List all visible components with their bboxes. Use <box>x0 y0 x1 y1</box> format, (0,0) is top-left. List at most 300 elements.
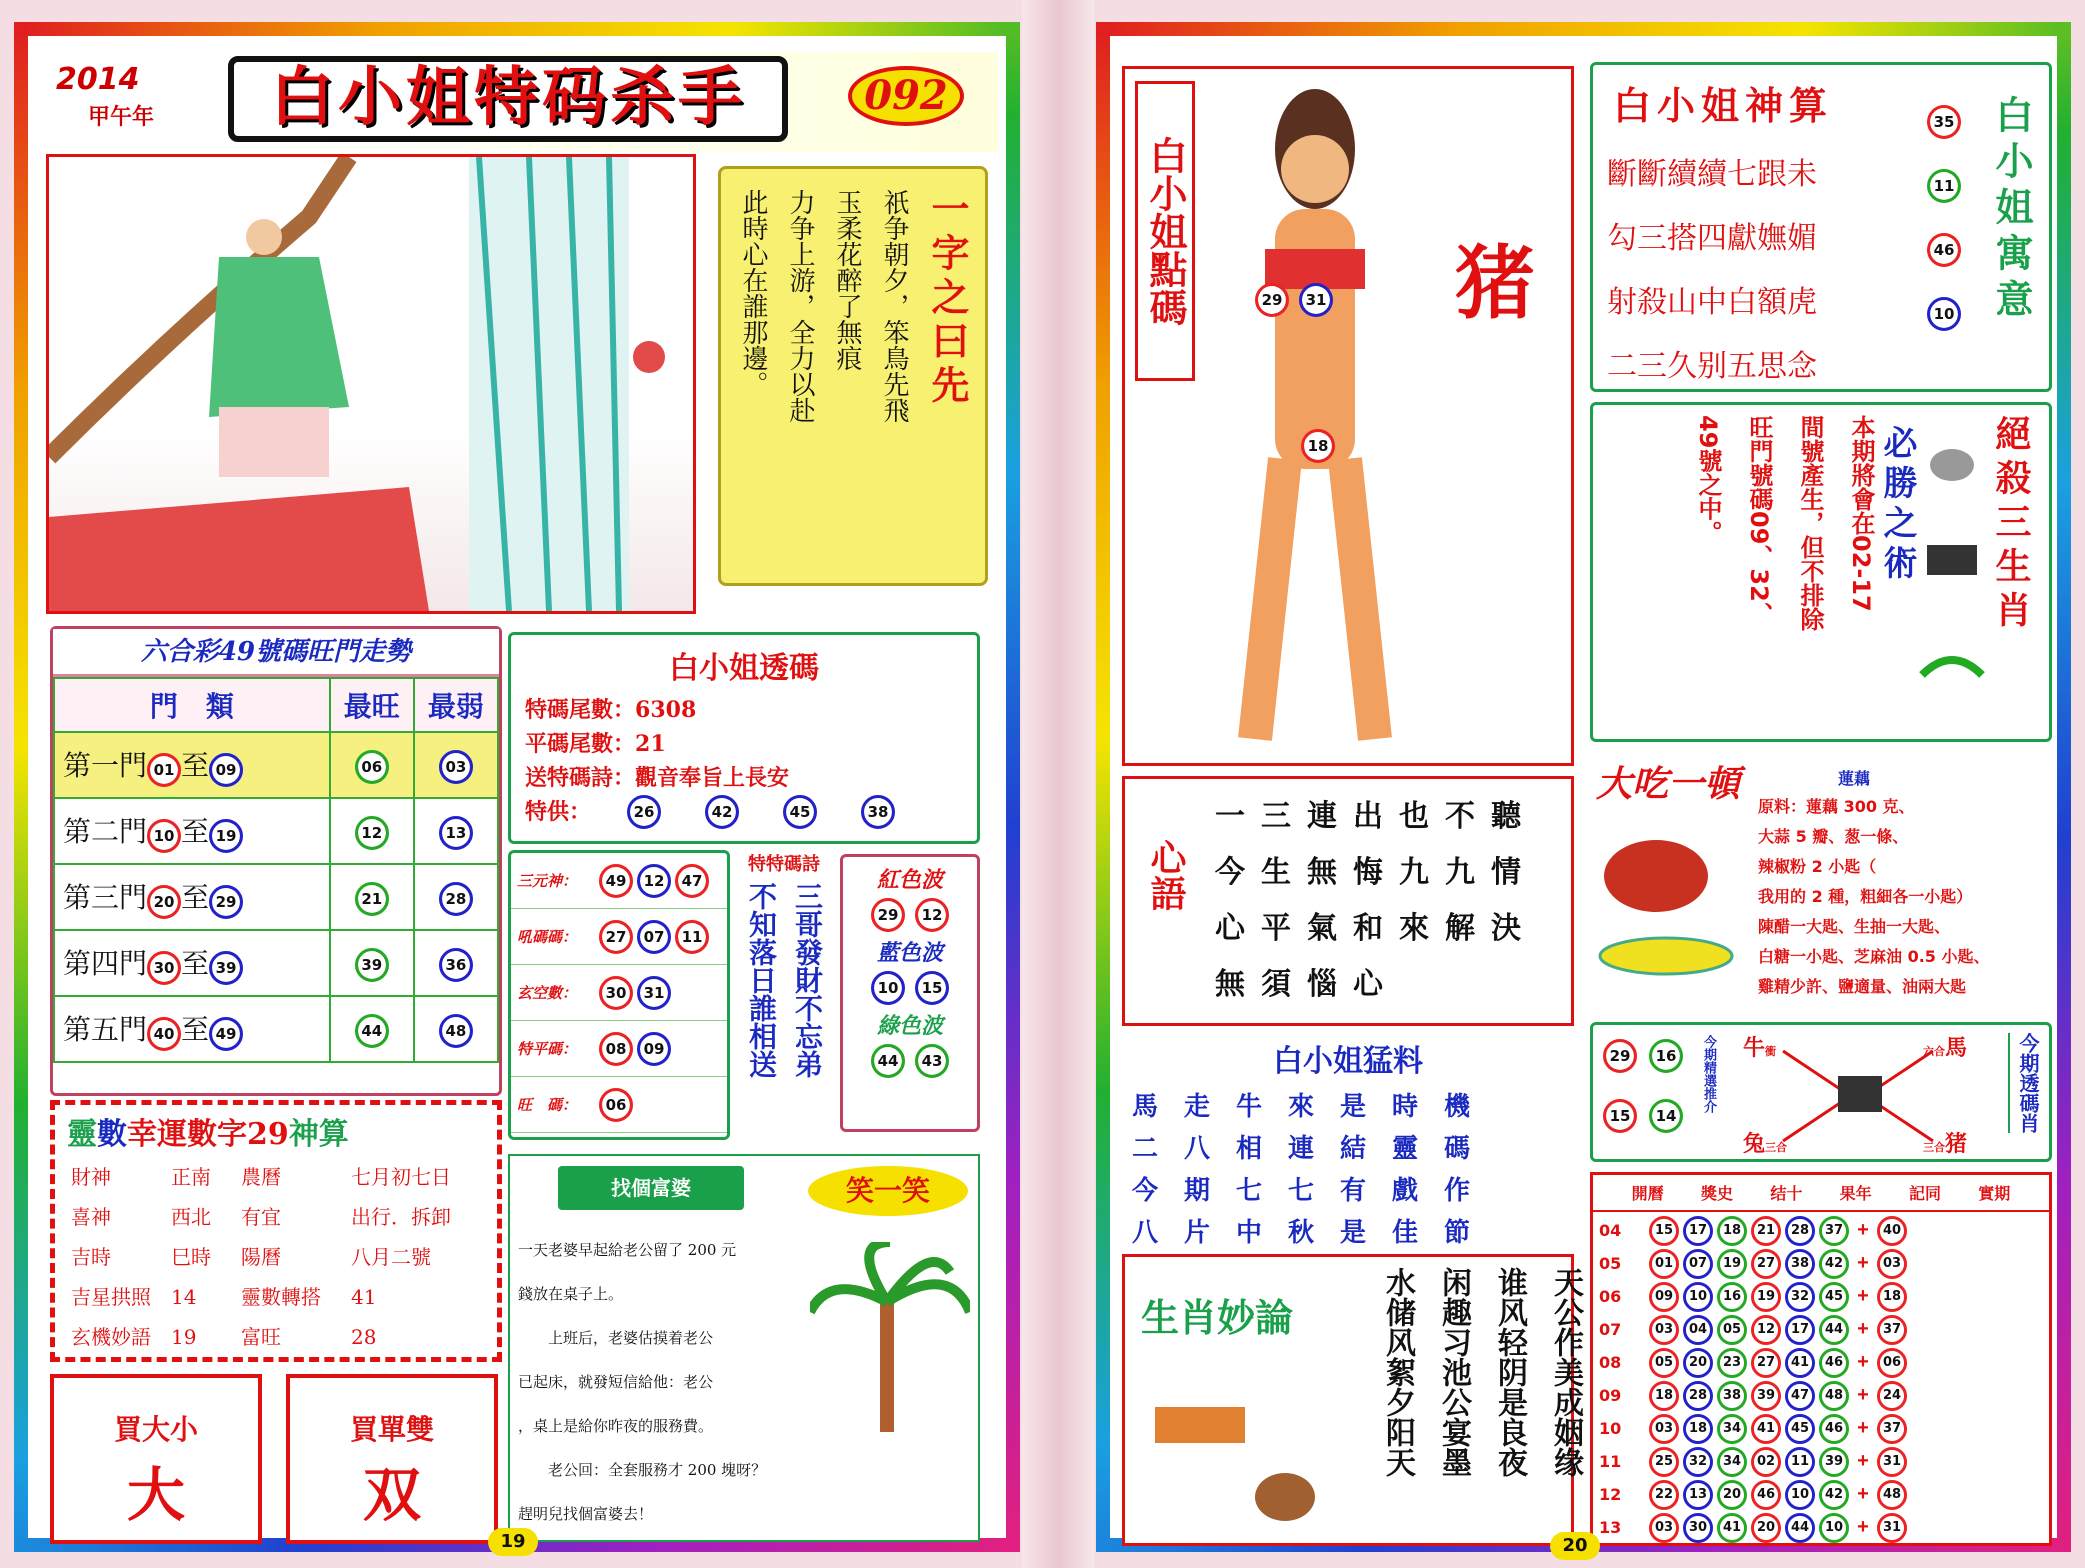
tou-ma-panel <box>508 632 980 844</box>
number-ball: 39 <box>209 951 243 985</box>
recipe-line: 原料：蓮藕 300 克、 <box>1758 797 1915 816</box>
lucky-cell: 有宜 <box>241 1205 281 1229</box>
poem-title: 一字之曰先 <box>925 189 970 409</box>
tete-line: 不知落日誰相送 <box>745 882 778 1078</box>
number-ball: 11 <box>1927 169 1961 203</box>
number-ball: 28 <box>1683 1381 1713 1411</box>
lucky-row <box>71 1237 481 1277</box>
poem-line: 祇争朝夕，笨鳥先飛 <box>879 189 909 423</box>
door-name: 第二門 <box>63 814 148 848</box>
hist-period: 10 <box>1599 1419 1622 1438</box>
recipe-line: 雞精少許、鹽適量、油兩大匙 <box>1758 977 1967 996</box>
poem-line: 力争上游，全力以赴 <box>785 189 815 423</box>
dachi-panel <box>1590 756 2052 1018</box>
number-ball: 29 <box>1255 283 1289 317</box>
door-best <box>330 732 414 798</box>
door-cell <box>54 996 330 1062</box>
number-ball: 45 <box>1819 1282 1849 1312</box>
dragon-icon <box>1922 660 1982 675</box>
hist-period: 05 <box>1599 1254 1622 1273</box>
year-label: 2014 <box>56 62 140 97</box>
door-worst <box>414 798 498 864</box>
number-ball: 06 <box>1877 1348 1907 1378</box>
left-page <box>14 22 1020 1552</box>
number-ball: 36 <box>439 948 473 982</box>
zodiac-tu: 兔三合 <box>1743 1131 1788 1157</box>
bisheng-line: 旺門號碼09、32、 <box>1745 415 1773 626</box>
number-ball: 32 <box>1683 1447 1713 1477</box>
plus-sign: + <box>1857 1252 1869 1274</box>
door-sep: 至 <box>181 814 210 848</box>
side-numbers-panel <box>508 850 730 1140</box>
bisheng-line: 間號產生，但不排除 <box>1796 415 1824 631</box>
buy-size-box <box>50 1374 262 1544</box>
hist-header: 果年 <box>1839 1184 1872 1203</box>
tou-line: 送特碼詩：觀音奉旨上長安 <box>525 765 790 791</box>
zodiac-niu: 牛衝 <box>1743 1035 1777 1061</box>
number-ball: 39 <box>355 948 389 982</box>
number-ball: 05 <box>1717 1315 1747 1345</box>
buy-odd-value: 双 <box>362 1461 421 1529</box>
number-ball: 44 <box>1785 1513 1815 1543</box>
hist-header: 開曆 <box>1631 1184 1664 1203</box>
lucky-title: 靈數幸運數字29神算 <box>67 1117 349 1152</box>
number-ball: 42 <box>705 795 739 829</box>
hist-header: 記同 <box>1908 1184 1941 1203</box>
number-ball: 35 <box>1927 105 1961 139</box>
number-ball: 20 <box>1751 1513 1781 1543</box>
number-ball: 42 <box>1819 1480 1849 1510</box>
wave-panel <box>840 854 980 1132</box>
door-best <box>330 864 414 930</box>
side-row <box>511 909 727 965</box>
hist-row <box>1599 1247 2043 1280</box>
door-name: 第五門 <box>63 1012 148 1046</box>
shengxiao-line: 天公作美成姻缘 <box>1548 1267 1583 1477</box>
lucky-cell: 出行．拆卸 <box>351 1205 451 1229</box>
mengliao-row: 二八相連結靈碼 <box>1132 1134 1497 1164</box>
plus-sign: + <box>1857 1417 1869 1439</box>
tou-line: 特碼尾數：6308 <box>525 697 697 723</box>
page-number: 19 <box>488 1528 538 1556</box>
number-ball: 09 <box>637 1032 671 1066</box>
hist-period: 06 <box>1599 1287 1622 1306</box>
lucky-cell: 14 <box>171 1285 197 1309</box>
number-ball: 41 <box>1751 1414 1781 1444</box>
door-trend-panel <box>50 626 502 1096</box>
plus-sign: + <box>1857 1516 1869 1538</box>
number-ball: 21 <box>1751 1216 1781 1246</box>
shensuan-line: 斷斷續續七跟未 <box>1607 157 1817 192</box>
story-panel <box>508 1154 980 1542</box>
door-row <box>54 930 498 996</box>
hist-period: 13 <box>1599 1518 1622 1537</box>
door-best <box>330 798 414 864</box>
door-cell <box>54 798 330 864</box>
number-ball: 18 <box>1877 1282 1907 1312</box>
col-header: 門 類 <box>54 678 330 732</box>
side-row <box>511 1077 727 1133</box>
lucky-cell: 喜神 <box>71 1205 111 1229</box>
plus-sign: + <box>1857 1384 1869 1406</box>
door-worst <box>414 732 498 798</box>
recipe-line: 我用的 2 種，粗細各一小匙） <box>1758 887 1973 906</box>
door-row <box>54 798 498 864</box>
number-ball: 26 <box>627 795 661 829</box>
number-ball: 12 <box>637 864 671 898</box>
hist-row <box>1599 1313 2043 1346</box>
hist-row <box>1599 1511 2043 1544</box>
tete-poem-panel <box>734 850 834 1140</box>
number-ball: 18 <box>1649 1381 1679 1411</box>
number-ball: 31 <box>637 976 671 1010</box>
poem-lines <box>735 189 913 549</box>
plus-sign: + <box>1857 1450 1869 1472</box>
number-ball: 15 <box>1603 1099 1637 1133</box>
number-ball: 34 <box>1717 1414 1747 1444</box>
story-title: 找個富婆 <box>558 1166 744 1210</box>
number-ball: 38 <box>1717 1381 1747 1411</box>
lucky-row <box>71 1317 481 1357</box>
recipe-text <box>1758 792 1990 1002</box>
book-spine <box>1022 0 1094 1568</box>
plus-sign: + <box>1857 1318 1869 1340</box>
bisheng-title: 必勝之術 <box>1877 425 1917 585</box>
goat-icon <box>1838 1076 1882 1112</box>
door-name: 第四門 <box>63 946 148 980</box>
model-photo <box>1205 79 1425 769</box>
number-ball: 46 <box>1819 1414 1849 1444</box>
number-ball: 06 <box>355 750 389 784</box>
number-ball: 19 <box>209 819 243 853</box>
lucky-row <box>71 1277 481 1317</box>
page-number: 20 <box>1550 1532 1600 1560</box>
number-ball: 10 <box>1819 1513 1849 1543</box>
mengliao-row: 八片中秋是佳節 <box>1132 1218 1497 1248</box>
shengxiao-line: 谁风轻阴是良夜 <box>1492 1267 1527 1477</box>
number-ball: 31 <box>1877 1447 1907 1477</box>
main-title: 白小姐特码杀手 <box>228 56 788 142</box>
story-line: 上班后，老婆估摸着老公 <box>518 1329 714 1347</box>
bisheng-line: 本期將會在02-17 <box>1847 415 1875 612</box>
number-ball: 37 <box>1877 1414 1907 1444</box>
shensuan-line: 勾三搭四獻嫵媚 <box>1607 221 1817 256</box>
number-ball: 44 <box>355 1014 389 1048</box>
wave-blue-label: 藍色波 <box>876 940 943 966</box>
plus-sign: + <box>1857 1285 1869 1307</box>
number-ball: 41 <box>1717 1513 1747 1543</box>
lucky-cell: 西北 <box>171 1205 211 1229</box>
number-ball: 13 <box>1683 1480 1713 1510</box>
number-ball: 38 <box>861 795 895 829</box>
lucky-cell: 19 <box>171 1325 197 1349</box>
shengxiao-title: 生肖妙論 <box>1141 1295 1294 1340</box>
lucky-cell: 吉星拱照 <box>71 1285 151 1309</box>
lucky-row <box>71 1197 481 1237</box>
hist-period: 08 <box>1599 1353 1622 1372</box>
dian-ma-panel <box>1122 66 1574 766</box>
lucky-cell: 正南 <box>171 1165 211 1189</box>
number-ball: 09 <box>209 753 243 787</box>
door-row <box>54 996 498 1062</box>
shengxiao-line: 水储风絮夕阳天 <box>1380 1267 1415 1477</box>
number-ball: 22 <box>1649 1480 1679 1510</box>
number-ball: 48 <box>439 1014 473 1048</box>
number-ball: 10 <box>1785 1480 1815 1510</box>
door-sep: 至 <box>181 946 210 980</box>
door-name: 第一門 <box>63 748 148 782</box>
shensuan-panel <box>1590 62 2052 392</box>
lucky-cell: 41 <box>351 1285 377 1309</box>
door-name: 第三門 <box>63 880 148 914</box>
issue-badge: 092 <box>848 66 964 126</box>
xinyu-lines <box>1215 789 1537 1013</box>
tou-line: 平碼尾數：21 <box>525 731 666 757</box>
door-cell <box>54 930 330 996</box>
number-ball: 16 <box>1717 1282 1747 1312</box>
lucky-panel <box>50 1100 502 1362</box>
story-line: 已起床，就發短信給他：老公 <box>518 1373 714 1391</box>
tegong-line: 特供： 26 42 45 38 <box>525 795 963 829</box>
number-ball: 49 <box>599 864 633 898</box>
monkey-icon <box>1255 1473 1315 1521</box>
xinyu-label: 心語 <box>1145 839 1187 911</box>
number-ball: 01 <box>1649 1249 1679 1279</box>
door-best <box>330 930 414 996</box>
history-headers <box>1593 1175 2049 1212</box>
shensuan-title: 白小姐神算 <box>1613 83 1834 128</box>
number-ball: 09 <box>1649 1282 1679 1312</box>
dachi-dish: 蓮藕 <box>1838 769 1871 788</box>
col-header: 最弱 <box>414 678 498 732</box>
door-worst <box>414 996 498 1062</box>
tui-label: 今期精選推介 <box>1701 1035 1716 1113</box>
side-row <box>511 965 727 1021</box>
mengliao-row: 馬走牛來是時機 <box>1132 1092 1497 1122</box>
number-ball: 19 <box>1717 1249 1747 1279</box>
number-ball: 07 <box>637 920 671 954</box>
tiger-icon <box>1155 1407 1245 1443</box>
buy-size-value: 大 <box>126 1461 185 1529</box>
number-ball: 17 <box>1785 1315 1815 1345</box>
number-ball: 20 <box>1683 1348 1713 1378</box>
number-ball: 27 <box>1751 1249 1781 1279</box>
number-ball: 13 <box>439 816 473 850</box>
story-line: 一天老婆早起給老公留了 200 元 <box>518 1241 737 1259</box>
xinyu-line: 一三連出也不聽 <box>1215 799 1537 834</box>
lucky-cell: 靈數轉搭 <box>241 1285 321 1309</box>
number-ball: 42 <box>1819 1249 1849 1279</box>
number-ball: 17 <box>1683 1216 1713 1246</box>
xinyu-line: 心平氣和來解決 <box>1215 911 1537 946</box>
lucky-cell: 富旺 <box>241 1325 281 1349</box>
tuijie-panel <box>1590 1022 2052 1162</box>
number-ball: 37 <box>1877 1315 1907 1345</box>
number-ball: 39 <box>1751 1381 1781 1411</box>
number-ball: 10 <box>871 971 905 1005</box>
hist-row <box>1599 1412 2043 1445</box>
number-ball: 40 <box>1877 1216 1907 1246</box>
palm-tree-image <box>810 1242 970 1442</box>
number-ball: 07 <box>1683 1249 1713 1279</box>
buy-odd-box <box>286 1374 498 1544</box>
mengliao-rows <box>1122 1080 1574 1254</box>
shengxiao-poem <box>1375 1267 1587 1537</box>
mengliao-panel <box>1122 1036 1574 1246</box>
xinyu-line: 無須惱心 <box>1215 967 1399 1002</box>
number-ball: 44 <box>871 1044 905 1078</box>
number-ball: 31 <box>1877 1513 1907 1543</box>
number-ball: 39 <box>1819 1447 1849 1477</box>
poem-line: 此時心在誰那邊。 <box>738 189 768 397</box>
number-ball: 37 <box>1819 1216 1849 1246</box>
number-ball: 12 <box>355 816 389 850</box>
lucky-cell: 八月二號 <box>351 1245 431 1269</box>
number-ball: 03 <box>1649 1315 1679 1345</box>
number-ball: 49 <box>209 1017 243 1051</box>
toumaxiao-label: 今期透碼肖 <box>2008 1033 2043 1133</box>
side-row <box>511 853 727 909</box>
door-row <box>54 732 498 798</box>
number-ball: 28 <box>1785 1216 1815 1246</box>
bisheng-lines <box>1603 415 1879 725</box>
number-ball: 27 <box>1751 1348 1781 1378</box>
hist-period: 11 <box>1599 1452 1622 1471</box>
number-ball: 23 <box>1717 1348 1747 1378</box>
xinyu-panel <box>1122 776 1574 1026</box>
number-ball: 19 <box>1751 1282 1781 1312</box>
number-ball: 03 <box>1877 1249 1907 1279</box>
number-ball: 29 <box>871 898 905 932</box>
header <box>38 52 998 152</box>
number-ball: 48 <box>1877 1480 1907 1510</box>
history-rows <box>1593 1212 2049 1546</box>
wave-green-label: 綠色波 <box>876 1013 943 1039</box>
story-tag: 笑一笑 <box>808 1166 968 1216</box>
number-ball: 25 <box>1649 1447 1679 1477</box>
recipe-line: 大蒜 5 瓣、葱一條、 <box>1758 827 1909 846</box>
lucky-cell: 陽曆 <box>241 1245 281 1269</box>
number-ball: 18 <box>1717 1216 1747 1246</box>
side-row <box>511 1021 727 1077</box>
number-ball: 08 <box>599 1032 633 1066</box>
recipe-line: 辣椒粉 2 小匙（ <box>1758 857 1877 876</box>
hist-header: 獎史 <box>1700 1184 1733 1203</box>
dachi-title: 大吃一頓 <box>1596 763 1741 805</box>
number-ball: 28 <box>439 882 473 916</box>
tete-title: 特特碼詩 <box>748 854 820 875</box>
number-ball: 30 <box>1683 1513 1713 1543</box>
shengxiao-panel <box>1122 1254 1583 1546</box>
side-label: 三元神： <box>517 872 578 890</box>
hist-header: 實期 <box>1978 1184 2011 1203</box>
number-ball: 03 <box>1649 1414 1679 1444</box>
number-ball: 05 <box>1649 1348 1679 1378</box>
side-label: 旺 碼： <box>517 1096 578 1114</box>
hist-period: 07 <box>1599 1320 1622 1339</box>
number-ball: 11 <box>675 920 709 954</box>
lucky-cell: 28 <box>351 1325 377 1349</box>
number-ball: 04 <box>1683 1315 1713 1345</box>
mengliao-title: 白小姐猛料 <box>1273 1044 1423 1079</box>
door-cell <box>54 864 330 930</box>
number-ball: 29 <box>209 885 243 919</box>
hist-row <box>1599 1214 2043 1247</box>
bisheng-panel <box>1590 402 2052 742</box>
door-sep: 至 <box>181 748 210 782</box>
plus-sign: + <box>1857 1483 1869 1505</box>
buy-size-label: 買大小 <box>113 1413 198 1446</box>
number-ball: 11 <box>1785 1447 1815 1477</box>
mengliao-row: 今期七七有戲作 <box>1132 1176 1497 1206</box>
number-ball: 21 <box>355 882 389 916</box>
food-illustration <box>1596 816 1746 986</box>
number-ball: 24 <box>1877 1381 1907 1411</box>
number-ball: 43 <box>915 1044 949 1078</box>
animal-icons <box>1917 425 1987 725</box>
lucky-row <box>71 1157 481 1197</box>
hist-period: 04 <box>1599 1221 1622 1240</box>
story-line: 老公回：全套服務才 200 塊呀？ <box>518 1461 767 1479</box>
lucky-cell: 七月初七日 <box>351 1165 451 1189</box>
poem-scroll <box>718 166 988 586</box>
door-best <box>330 996 414 1062</box>
plus-sign: + <box>1857 1219 1869 1241</box>
shengxiao-line: 闲趣习池公宴墨 <box>1436 1267 1471 1477</box>
number-ball: 46 <box>1819 1348 1849 1378</box>
number-ball: 15 <box>1649 1216 1679 1246</box>
rabbit-icon <box>1930 449 1974 481</box>
number-ball: 18 <box>1683 1414 1713 1444</box>
yuyi-title: 白小姐寓意 <box>1989 95 2034 325</box>
number-ball: 32 <box>1785 1282 1815 1312</box>
number-ball: 34 <box>1717 1447 1747 1477</box>
number-ball: 12 <box>915 898 949 932</box>
number-ball: 47 <box>675 864 709 898</box>
shensuan-line: 二三久别五思念 <box>1607 349 1817 384</box>
number-ball: 44 <box>1819 1315 1849 1345</box>
lucky-cell: 吉時 <box>71 1245 111 1269</box>
hist-row <box>1599 1445 2043 1478</box>
number-ball: 29 <box>1603 1039 1637 1073</box>
side-label: 吼碼碼： <box>517 928 578 946</box>
number-ball: 16 <box>1649 1039 1683 1073</box>
number-ball: 18 <box>1301 429 1335 463</box>
poem-line: 玉柔花醉了無痕 <box>832 189 862 371</box>
tou-title: 白小姐透碼 <box>669 651 819 686</box>
xinyu-line: 今生無悔九九情 <box>1215 855 1537 890</box>
hist-row <box>1599 1346 2043 1379</box>
number-ball: 47 <box>1785 1381 1815 1411</box>
ox-icon <box>1927 545 1977 575</box>
door-table <box>53 677 499 1063</box>
illustration <box>46 154 696 614</box>
story-line: ，桌上是給你昨夜的服務費。 <box>518 1417 714 1435</box>
door-worst <box>414 930 498 996</box>
shensuan-lines <box>1607 143 1817 399</box>
lucky-cell: 農曆 <box>241 1165 281 1189</box>
number-ball: 46 <box>1927 233 1961 267</box>
door-title: 六合彩49號碼旺門走勢 <box>53 629 499 677</box>
year-sub: 甲午年 <box>88 105 155 130</box>
lucky-cell: 巳時 <box>171 1245 211 1269</box>
shensuan-line: 射殺山中白額虎 <box>1607 285 1817 320</box>
number-ball: 10 <box>1927 297 1961 331</box>
number-ball: 20 <box>1717 1480 1747 1510</box>
number-ball: 20 <box>147 885 181 919</box>
tiger-monkey-image <box>1145 1387 1335 1537</box>
number-ball: 27 <box>599 920 633 954</box>
